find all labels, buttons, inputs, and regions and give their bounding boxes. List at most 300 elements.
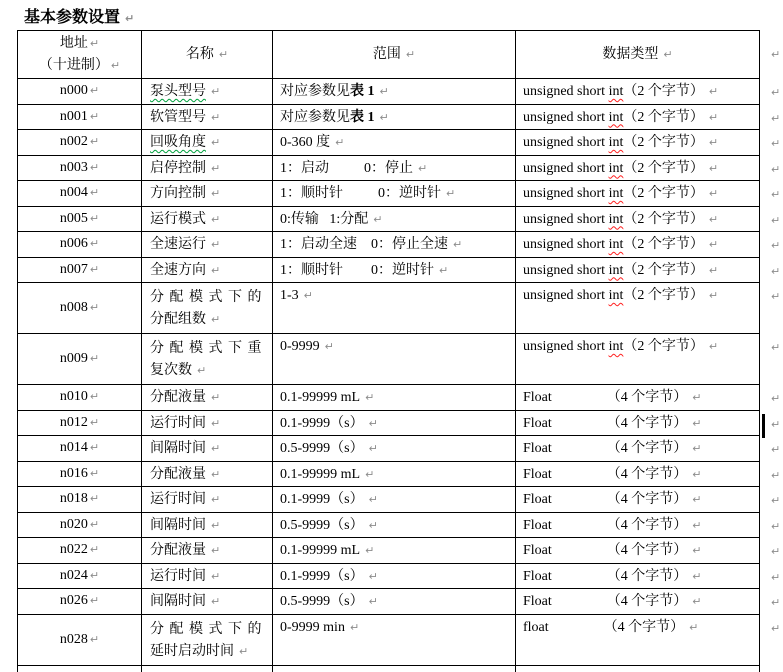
paragraph-mark-icon: ↵ [771,392,781,405]
range-cell [273,666,516,672]
text-segment: 间隔时间 [150,517,206,533]
text-segment: 运行时间 [150,415,206,431]
paragraph-mark-icon: ↵ [771,570,781,584]
paragraph-mark-icon: ↵ [708,85,719,98]
header-range-label: 范围 [372,46,401,62]
paragraph-mark-icon: ↵ [708,161,719,175]
name-cell[interactable] [142,232,273,258]
text-segment: （2 个字节） [623,160,704,176]
text-segment: int [608,135,624,150]
paragraph-mark-icon: ↵ [708,289,719,302]
paragraph-mark-icon: ↵ [89,109,100,123]
text-segment: （2 个字节） [623,211,704,227]
name-cell[interactable] [142,258,273,284]
text-segment: unsigned short [523,237,609,252]
paragraph-mark-icon: ↵ [692,569,702,583]
text-segment: （2 个字节） [623,288,704,303]
dtype-cell[interactable] [516,181,760,207]
name-cell[interactable] [142,411,273,437]
text-segment: （2 个字节） [623,262,704,278]
paragraph-mark-icon: ↵ [771,596,781,609]
paragraph-mark-icon: ↵ [110,58,121,72]
text-segment: （2 个字节） [623,186,704,201]
range-cell[interactable] [273,487,516,513]
text-segment: （4 个字节） [606,390,688,405]
name-cell [142,666,273,672]
dtype-cell[interactable] [516,79,760,105]
paragraph-mark-icon: ↵ [211,110,221,124]
paragraph-mark-icon: ↵ [708,110,719,124]
paragraph-mark-icon: ↵ [89,186,100,200]
address-cell[interactable] [17,589,142,615]
text-segment: 1：启动全速 0：停止全速 [280,237,448,252]
header-dtype-label: 数据类型 [602,46,659,62]
text-segment: 0:传输 1:分配 [280,211,369,227]
paragraph-mark-icon: ↵ [89,262,100,276]
name-cell[interactable] [142,385,273,411]
header-name-label: 名称 [185,46,214,62]
dtype-cell[interactable] [516,258,760,284]
paragraph-mark-icon: ↵ [303,289,313,302]
text-segment: 分配模式下的 [150,290,267,305]
row-end-margin [760,283,782,334]
paragraph-mark-icon: ↵ [89,237,100,251]
paragraph-mark-icon: ↵ [692,518,702,532]
address-cell[interactable] [17,334,142,385]
range-cell[interactable] [273,385,516,411]
paragraph-mark-icon: ↵ [771,47,781,61]
name-cell[interactable] [142,79,273,105]
text-segment: int [608,237,624,252]
text-segment: int [608,339,624,354]
dtype-cell[interactable] [516,207,760,233]
text-segment: 0.1-99999 mL [280,543,361,558]
text-segment: n002 [59,134,88,150]
range-cell[interactable] [273,462,516,488]
text-segment: unsigned short [523,288,609,303]
paragraph-mark-icon: ↵ [89,135,100,149]
text-segment: n006 [59,236,88,252]
paragraph-mark-icon: ↵ [689,620,699,634]
text-segment: n020 [59,516,88,532]
text-segment: （4 个字节） [603,619,685,635]
range-cell[interactable] [273,615,516,666]
paragraph-mark-icon: ↵ [365,467,375,481]
paragraph-mark-icon: ↵ [211,544,221,557]
text-segment: n016 [59,465,88,481]
address-cell[interactable] [17,232,142,258]
dtype-cell[interactable] [516,462,760,488]
parameters-table [17,30,782,672]
address-cell[interactable] [17,462,142,488]
paragraph-mark-icon: ↵ [89,594,100,608]
text-segment: 运行模式 [150,211,206,227]
paragraph-mark-icon: ↵ [368,493,378,506]
name-cell[interactable] [142,334,273,385]
row-end-margin [760,589,782,615]
paragraph-mark-icon: ↵ [771,519,781,533]
text-segment: 间隔时间 [150,441,206,456]
text-segment: 0.1-99999 mL [280,390,361,405]
paragraph-mark-icon: ↵ [239,644,249,658]
text-cursor [762,414,765,438]
document-title[interactable] [24,4,134,27]
name-cell[interactable] [142,436,273,462]
header-cell-name[interactable] [142,30,273,79]
row-end-margin [760,130,782,156]
paragraph-mark-icon: ↵ [211,161,221,175]
text-segment: （2 个字节） [623,84,704,99]
name-cell[interactable] [142,615,273,666]
row-end-margin [760,385,782,411]
address-cell[interactable] [17,436,142,462]
paragraph-mark-icon: ↵ [771,545,781,558]
row-end-margin [760,436,782,462]
text-segment: Float [523,568,552,584]
dtype-cell[interactable] [516,283,760,334]
name-cell[interactable] [142,156,273,182]
name-cell[interactable] [142,130,273,156]
text-segment: unsigned short [523,160,609,176]
paragraph-mark-icon: ↵ [89,517,100,531]
paragraph-mark-icon: ↵ [771,621,781,635]
paragraph-mark-icon: ↵ [379,85,389,98]
address-cell[interactable] [17,538,142,564]
row-end-margin [760,666,782,672]
paragraph-mark-icon: ↵ [89,466,100,480]
paragraph-mark-icon: ↵ [211,136,221,149]
address-cell[interactable] [17,283,142,334]
text-segment: 延时启动时间 [150,643,234,659]
text-segment: 1：顺时针 0：逆时针 [280,186,441,201]
paragraph-mark-icon: ↵ [771,290,781,303]
text-segment: n014 [59,440,88,456]
range-cell[interactable] [273,130,516,156]
text-segment: Float [523,517,552,533]
paragraph-mark-icon: ↵ [708,212,719,226]
name-cell[interactable] [142,283,273,334]
text-segment: 1-3 [280,288,299,303]
text-segment: 分配模式下的 [150,621,267,637]
paragraph-mark-icon: ↵ [324,340,334,353]
text-segment: n009 [59,351,88,366]
paragraph-mark-icon: ↵ [89,441,100,455]
paragraph-mark-icon: ↵ [368,595,378,608]
text-segment: Float [523,543,552,558]
address-cell[interactable] [17,615,142,666]
row-end-margin [760,564,782,590]
text-segment: 表 1 [350,84,375,99]
range-cell[interactable] [273,411,516,437]
text-segment: （4 个字节） [606,568,688,584]
paragraph-mark-icon: ↵ [771,239,781,252]
paragraph-mark-icon: ↵ [405,47,416,61]
text-segment: unsigned short [523,109,609,125]
text-segment: （4 个字节） [606,594,688,609]
dtype-cell[interactable] [516,156,760,182]
name-cell[interactable] [142,589,273,615]
text-segment: Float [523,390,552,405]
range-cell[interactable] [273,334,516,385]
row-end-margin [760,487,782,513]
address-cell[interactable] [17,258,142,284]
dtype-cell[interactable] [516,589,760,615]
text-segment: （4 个字节） [606,415,688,431]
paragraph-mark-icon: ↵ [89,160,100,174]
text-segment: n022 [59,542,88,558]
address-cell[interactable] [17,130,142,156]
address-cell[interactable] [17,385,142,411]
paragraph-mark-icon: ↵ [349,620,360,634]
text-segment: 表 1 [350,109,375,125]
dtype-cell[interactable] [516,130,760,156]
text-segment: 0-9999 min [280,619,345,635]
text-segment: （4 个字节） [606,466,688,482]
dtype-cell[interactable] [516,411,760,437]
address-cell[interactable] [17,513,142,539]
text-segment: Float [523,594,552,609]
text-segment: int [608,160,624,176]
text-segment: （4 个字节） [606,517,688,533]
text-segment: 0.1-9999（s） [280,568,364,584]
text-segment: 运行时间 [150,492,206,507]
paragraph-mark-icon: ↵ [365,391,375,404]
paragraph-mark-icon: ↵ [89,568,100,582]
paragraph-mark-icon: ↵ [692,467,702,481]
paragraph-mark-icon: ↵ [379,110,389,124]
dtype-cell[interactable] [516,385,760,411]
text-segment: 间隔时间 [150,594,206,609]
text-segment: 0.5-9999（s） [280,517,364,533]
text-segment: 0.5-9999（s） [280,594,364,609]
paragraph-mark-icon: ↵ [368,442,378,455]
row-end-margin [760,79,782,105]
name-cell[interactable] [142,207,273,233]
text-segment: n001 [59,108,88,124]
dtype-cell[interactable] [516,436,760,462]
address-cell[interactable] [17,487,142,513]
range-cell[interactable] [273,589,516,615]
range-cell[interactable] [273,207,516,233]
paragraph-mark-icon: ↵ [771,468,781,482]
row-end-margin [760,156,782,182]
address-cell[interactable] [17,181,142,207]
text-segment: n024 [59,567,88,583]
row-end-margin [760,30,782,79]
text-segment: int [608,84,624,99]
paragraph-mark-icon: ↵ [708,238,719,251]
paragraph-mark-icon: ↵ [771,188,781,201]
paragraph-mark-icon: ↵ [663,47,673,61]
text-segment: 对应参数见 [280,84,350,99]
row-end-margin [760,105,782,131]
paragraph-mark-icon: ↵ [708,187,719,200]
paragraph-mark-icon: ↵ [89,543,100,557]
text-segment: 0-9999 [280,339,320,354]
paragraph-mark-icon: ↵ [771,111,781,125]
paragraph-mark-icon: ↵ [771,137,781,150]
name-cell[interactable] [142,105,273,131]
paragraph-mark-icon: ↵ [771,213,781,227]
dtype-cell[interactable] [516,615,760,666]
paragraph-mark-icon: ↵ [373,212,383,226]
text-segment: n026 [59,593,88,609]
text-segment: n018 [59,491,88,507]
paragraph-mark-icon: ↵ [89,301,100,314]
range-cell[interactable] [273,513,516,539]
range-cell[interactable] [273,283,516,334]
paragraph-mark-icon: ↵ [335,136,345,149]
name-cell[interactable] [142,462,273,488]
dtype-cell[interactable] [516,232,760,258]
name-cell[interactable] [142,181,273,207]
text-segment: 分配液量 [150,390,206,405]
text-segment: 0.1-9999（s） [280,492,364,507]
row-end-margin [760,334,782,385]
text-segment: Float [523,466,552,482]
paragraph-mark-icon: ↵ [89,632,100,646]
address-cell[interactable] [17,207,142,233]
dtype-cell[interactable] [516,538,760,564]
text-segment: Float [523,441,552,456]
text-segment: 0.1-9999（s） [280,415,364,431]
paragraph-mark-icon: ↵ [211,518,221,532]
header-address-line1: 地址 [59,35,88,51]
paragraph-mark-icon: ↵ [211,442,221,455]
paragraph-mark-icon: ↵ [771,264,781,278]
address-cell[interactable] [17,411,142,437]
text-segment: unsigned short [523,211,609,227]
text-segment: 对应参数见 [280,109,350,125]
header-cell-address[interactable] [17,30,142,79]
paragraph-mark-icon: ↵ [771,443,781,456]
text-segment: 分配液量 [150,543,206,558]
row-end-margin [760,615,782,666]
text-segment: 0.5-9999（s） [280,441,364,456]
text-segment: （4 个字节） [606,441,688,456]
text-segment: n008 [59,300,88,315]
address-cell[interactable] [17,79,142,105]
text-segment: n004 [59,185,88,201]
text-segment: unsigned short [523,262,609,278]
paragraph-mark-icon: ↵ [692,442,702,455]
paragraph-mark-icon: ↵ [218,47,229,61]
text-segment: n028 [59,631,88,647]
text-segment: n000 [59,83,88,99]
paragraph-mark-icon: ↵ [708,136,719,149]
paragraph-mark-icon: ↵ [197,364,207,377]
dtype-cell[interactable] [516,487,760,513]
text-segment: int [608,211,624,227]
text-segment: n005 [59,210,88,226]
paragraph-mark-icon: ↵ [771,341,781,354]
text-segment: （2 个字节） [623,135,704,150]
paragraph-mark-icon: ↵ [439,263,449,277]
address-cell[interactable] [17,105,142,131]
text-segment: Float [523,415,552,431]
text-segment: 运行时间 [150,568,206,584]
paragraph-mark-icon: ↵ [211,313,221,326]
text-segment: Float [523,492,552,507]
name-cell[interactable] [142,487,273,513]
paragraph-mark-icon: ↵ [211,238,221,251]
text-segment: 软管型号 [150,109,206,125]
dtype-cell[interactable] [516,513,760,539]
range-cell[interactable] [273,79,516,105]
paragraph-mark-icon: ↵ [692,595,702,608]
paragraph-mark-icon: ↵ [89,415,100,429]
text-segment: （2 个字节） [623,339,704,354]
paragraph-mark-icon: ↵ [446,187,456,200]
dtype-cell[interactable] [516,334,760,385]
dtype-cell[interactable] [516,564,760,590]
text-segment: 分配组数 [150,312,206,327]
text-segment: （4 个字节） [606,492,688,507]
row-end-margin [760,258,782,284]
row-end-margin [760,232,782,258]
address-cell[interactable] [17,156,142,182]
range-cell[interactable] [273,538,516,564]
header-cell-range[interactable] [273,30,516,79]
range-cell[interactable] [273,105,516,131]
text-segment: float [523,619,549,635]
text-segment: 0.1-99999 mL [280,466,361,482]
paragraph-mark-icon: ↵ [211,493,221,506]
row-end-margin [760,462,782,488]
title-text: 基本参数设置 [24,9,121,26]
text-segment: （2 个字节） [623,109,704,125]
range-cell[interactable] [273,232,516,258]
text-segment: （4 个字节） [606,543,688,558]
paragraph-mark-icon: ↵ [365,544,375,557]
range-cell[interactable] [273,258,516,284]
text-segment: unsigned short [523,186,609,201]
range-cell[interactable] [273,181,516,207]
paragraph-mark-icon: ↵ [771,162,781,176]
range-cell[interactable] [273,156,516,182]
range-cell[interactable] [273,436,516,462]
paragraph-mark-icon: ↵ [692,416,702,430]
text-segment: unsigned short [523,339,609,354]
text-segment: n010 [59,389,88,405]
paragraph-mark-icon: ↵ [708,263,719,277]
text-segment: int [608,109,624,125]
paragraph-mark-icon: ↵ [211,85,221,98]
text-segment: 全速运行 [150,237,206,252]
name-cell[interactable] [142,538,273,564]
header-cell-dtype[interactable] [516,30,760,79]
paragraph-mark-icon: ↵ [211,187,221,200]
paragraph-mark-icon: ↵ [453,238,463,251]
address-cell[interactable] [17,564,142,590]
paragraph-mark-icon: ↵ [89,492,100,506]
paragraph-mark-icon: ↵ [89,352,100,365]
paragraph-mark-icon: ↵ [211,416,221,430]
range-cell[interactable] [273,564,516,590]
paragraph-mark-icon: ↵ [368,569,378,583]
text-segment: unsigned short [523,135,609,150]
paragraph-mark-icon: ↵ [771,417,781,431]
text-segment: n007 [59,261,88,277]
name-cell[interactable] [142,513,273,539]
paragraph-mark-icon: ↵ [708,340,719,353]
row-end-margin [760,181,782,207]
dtype-cell[interactable] [516,105,760,131]
paragraph-mark-icon: ↵ [692,493,702,506]
text-segment: int [608,186,624,201]
paragraph-mark-icon: ↵ [89,211,100,225]
name-cell[interactable] [142,564,273,590]
